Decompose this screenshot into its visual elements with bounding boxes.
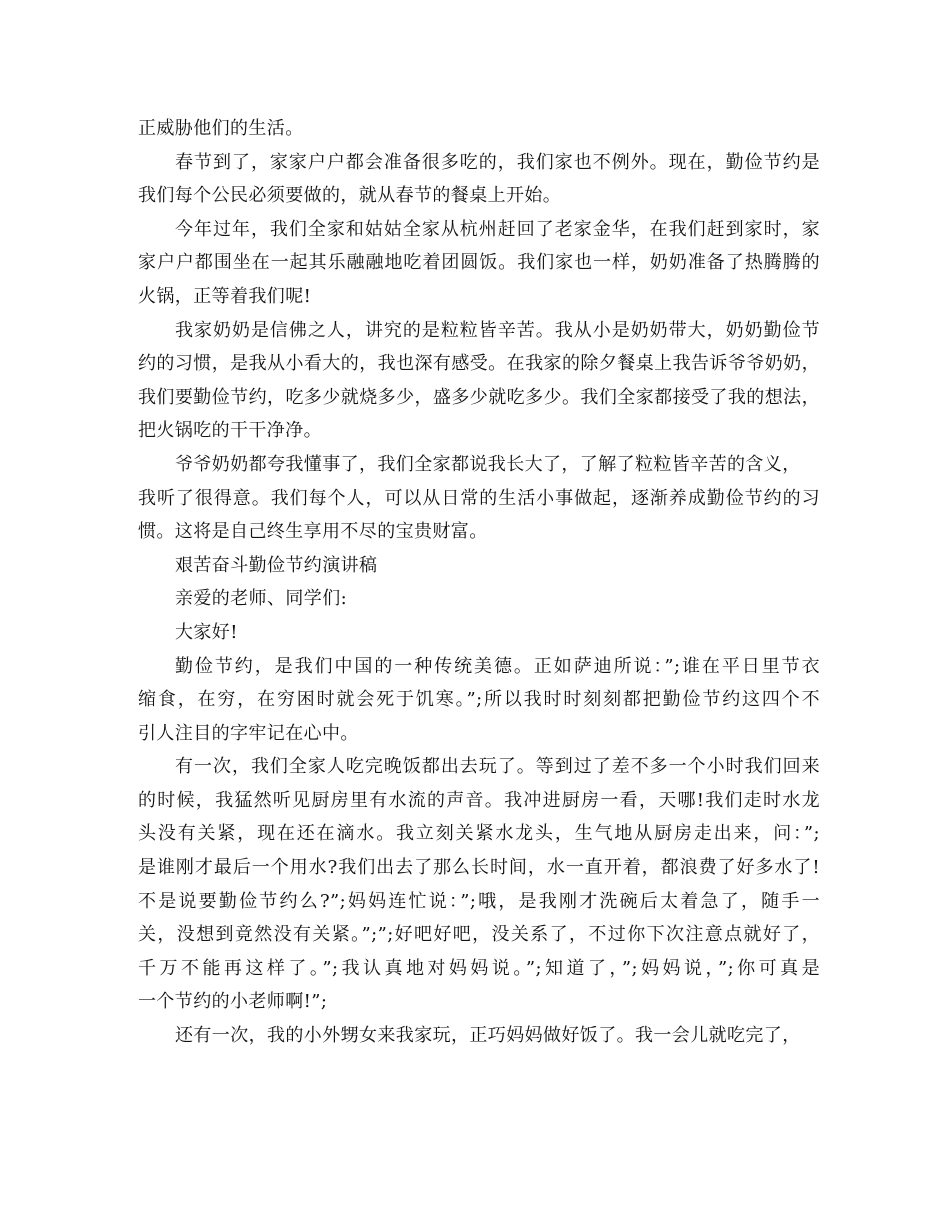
salutation: 亲爱的老师、同学们: bbox=[175, 588, 348, 610]
text-line: 约的习惯，是我从小看大的，我也深有感受。在我家的除夕餐桌上我告诉爷爷奶奶， bbox=[138, 353, 820, 375]
document-body bbox=[138, 112, 820, 1053]
text-line: 我们要勤俭节约，吃多少就烧多少，盛多少就吃多少。我们全家都接受了我的想法， bbox=[138, 386, 820, 408]
text-line: 千万不能再这样了。”;我认真地对妈妈说。”;知道了，”;妈妈说，”;你可真是 bbox=[138, 957, 820, 979]
text-line: 一个节约的小老师啊!”; bbox=[138, 991, 328, 1013]
text-line: 不是说要勤俭节约么?”;妈妈连忙说：”;哦，是我刚才洗碗后太着急了，随手一 bbox=[138, 890, 820, 912]
text-line: 的时候，我猛然听见厨房里有水流的声音。我冲进厨房一看，天哪!我们走时水龙 bbox=[138, 789, 820, 811]
text-line: 把火锅吃的干干净净。 bbox=[138, 420, 322, 442]
text-line: 爷爷奶奶都夸我懂事了，我们全家都说我长大了，了解了粒粒皆辛苦的含义， bbox=[175, 453, 801, 475]
text-line: 我听了很得意。我们每个人，可以从日常的生活小事做起，逐渐养成勤俭节约的习 bbox=[138, 487, 820, 509]
text-line: 惯。这将是自己终生享用不尽的宝贵财富。 bbox=[138, 521, 488, 543]
text-line: 春节到了，家家户户都会准备很多吃的，我们家也不例外。现在，勤俭节约是 bbox=[175, 151, 820, 173]
text-line: 头没有关紧，现在还在滴水。我立刻关紧水龙头，生气地从厨房走出来，问：”; bbox=[138, 823, 820, 845]
text-line: 缩食，在穷，在穷困时就会死于饥寒。”;所以我时时刻刻都把勤俭节约这四个不 bbox=[138, 689, 820, 711]
text-line: 我们每个公民必须要做的，就从春节的餐桌上开始。 bbox=[138, 185, 562, 207]
text-line: 有一次，我们全家人吃完晚饭都出去玩了。等到过了差不多一个小时我们回来 bbox=[175, 756, 820, 778]
text-line: 引人注目的字牢记在心中。 bbox=[138, 722, 359, 744]
text-line: 正威胁他们的生活。 bbox=[138, 118, 304, 139]
text-line: 关，没想到竟然没有关紧。”;”;好吧好吧，没关系了，不过你下次注意点就好了， bbox=[138, 924, 820, 946]
text-line: 今年过年，我们全家和姑姑全家从杭州赶回了老家金华，在我们赶到家时，家 bbox=[175, 218, 820, 240]
text-line: 我家奶奶是信佛之人，讲究的是粒粒皆辛苦。我从小是奶奶带大，奶奶勤俭节 bbox=[175, 319, 820, 341]
text-line: 家户户都围坐在一起其乐融融地吃着团圆饭。我们家也一样，奶奶准备了热腾腾的 bbox=[138, 252, 820, 274]
speech-title: 艰苦奋斗勤俭节约演讲稿 bbox=[175, 554, 378, 576]
greeting: 大家好! bbox=[175, 621, 238, 643]
text-line: 勤俭节约，是我们中国的一种传统美德。正如萨迪所说：”;谁在平日里节衣 bbox=[175, 655, 820, 677]
text-line: 火锅，正等着我们呢! bbox=[138, 285, 312, 307]
text-line: 是谁刚才最后一个用水?我们出去了那么长时间，水一直开着，都浪费了好多水了! bbox=[138, 857, 820, 879]
text-line: 还有一次，我的小外甥女来我家玩，正巧妈妈做好饭了。我一会儿就吃完了， bbox=[175, 1025, 801, 1047]
